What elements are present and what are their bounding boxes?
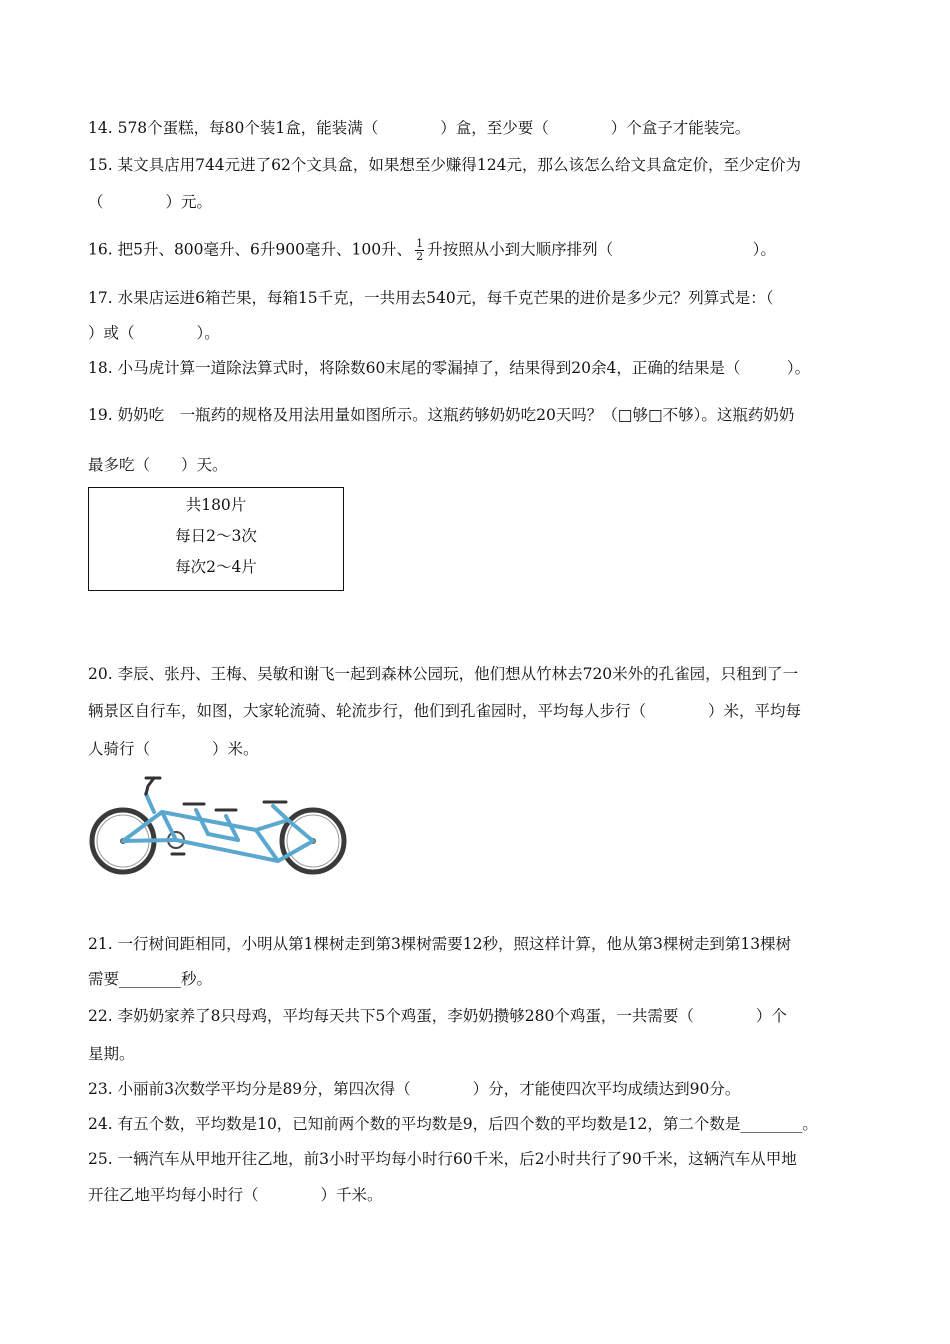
question-20-line-2: 辆景区自行车，如图，大家轮流骑、轮流步行，他们到孔雀园时，平均每人步行（ ）米，平均每 [88,702,802,720]
question-25-line-1: 25. 一辆汽车从甲地开往乙地，前3小时平均每小时行60千米，后2小时共行了90千米，这辆汽车从甲地 [88,1150,797,1168]
fraction-denominator: 2 [416,250,424,263]
tandem-bicycle-image [88,768,350,884]
medicine-daily: 每日2～3次 [175,527,257,545]
question-22-line-2: 星期。 [88,1045,135,1063]
fraction-numerator: 1 [416,237,424,250]
question-23: 23. 小丽前3次数学平均分是89分，第四次得（ ）分，才能使四次平均成绩达到90分。 [88,1080,741,1098]
medicine-dose: 每次2～4片 [175,558,257,576]
half-fraction [415,238,424,263]
question-19-line-2: 最多吃（ ）天。 [88,456,228,474]
question-15-line-2: （ ）元。 [88,193,213,211]
medicine-label-box [88,487,344,591]
question-19-line-1: 19. 奶奶吃 一瓶药的规格及用法用量如图所示。这瓶药够奶奶吃20天吗？（□够□不够）。这瓶药奶奶 [88,406,795,424]
question-16 [88,238,776,263]
question-17-line-1: 17. 水果店运进6箱芒果，每箱15千克，一共用去540元，每千克芒果的进价是多少元？列算式是：（ [88,289,774,307]
question-21-line-2: 需要________秒。 [88,970,213,988]
question-21-line-1: 21. 一行树间距相同，小明从第1棵树走到第3棵树需要12秒，照这样计算，他从第3棵树走到第13棵树 [88,935,792,953]
question-18: 18. 小马虎计算一道除法算式时，将除数60末尾的零漏掉了，结果得到20余4，正确的结果是（ ）。 [88,359,811,377]
question-16-part-2: 升按照从小到大顺序排列（ ）。 [427,240,776,259]
question-20-line-3: 人骑行（ ）米。 [88,740,259,758]
question-20-line-1: 20. 李辰、张丹、王梅、吴敏和谢飞一起到森林公园玩，他们想从竹林去720米外的孔雀园，只租到了一 [88,665,799,683]
question-16-part-1: 16. 把5升、800毫升、6升900毫升、100升、 [88,240,413,259]
question-15-line-1: 15. 某文具店用744元进了62个文具盒，如果想至少赚得124元，那么该怎么给文具盒定价，至少定价为 [88,156,801,174]
medicine-total: 共180片 [185,496,247,514]
question-24: 24. 有五个数，平均数是10，已知前两个数的平均数是9，后四个数的平均数是12，第二个数是________。 [88,1115,818,1133]
question-25-line-2: 开往乙地平均每小时行（ ）千米。 [88,1186,383,1204]
question-22-line-1: 22. 李奶奶家养了8只母鸡，平均每天共下5个鸡蛋，李奶奶攒够280个鸡蛋，一共需要（ ）个 [88,1007,787,1025]
question-14: 14. 578个蛋糕，每80个装1盒，能装满（ ）盒，至少要（ ）个盒子才能装完。 [88,119,751,137]
question-17-line-2: ）或（ ）。 [88,324,220,342]
